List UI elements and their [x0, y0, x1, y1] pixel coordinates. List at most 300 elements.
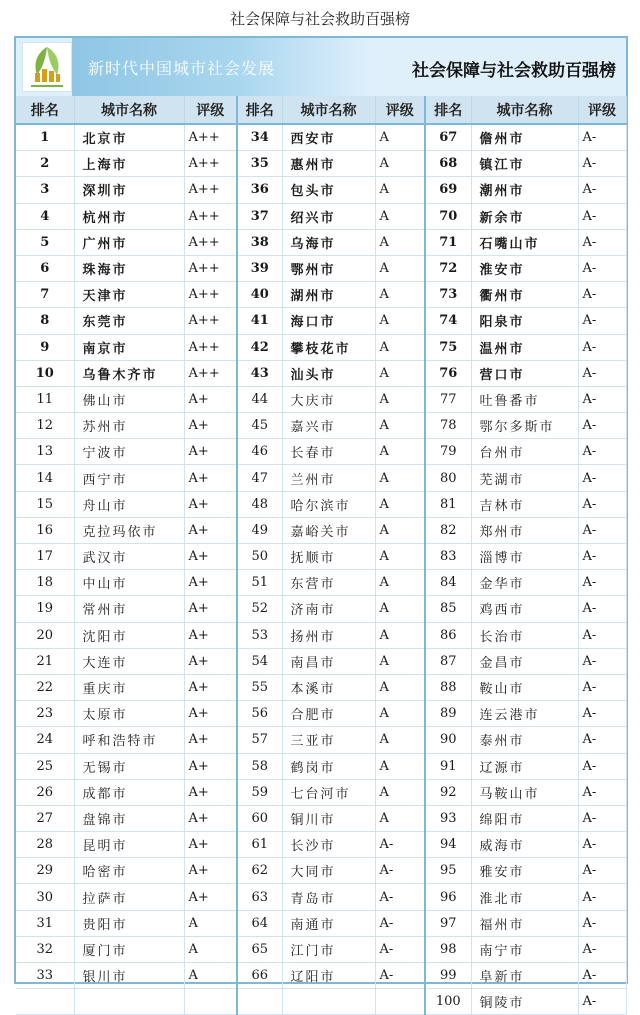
- table-row: [16, 308, 626, 334]
- header-city: 城市名称: [74, 96, 184, 124]
- grade-cell: A-: [375, 858, 425, 884]
- rank-cell: 18: [16, 570, 74, 596]
- rank-cell: 49: [237, 517, 282, 543]
- city-cell: 镇江市: [471, 151, 578, 177]
- city-cell: 无锡市: [74, 753, 184, 779]
- table-row: [16, 255, 626, 281]
- table-row: [16, 779, 626, 805]
- city-cell: 潮州市: [471, 177, 578, 203]
- grade-cell: A-: [375, 936, 425, 962]
- city-cell: 淮北市: [471, 884, 578, 910]
- city-cell: 芜湖市: [471, 465, 578, 491]
- grade-cell: A: [375, 282, 425, 308]
- city-cell: 淄博市: [471, 544, 578, 570]
- city-cell: 长治市: [471, 622, 578, 648]
- city-cell: 拉萨市: [74, 884, 184, 910]
- grade-cell: A-: [578, 439, 626, 465]
- grade-cell: A-: [375, 832, 425, 858]
- grade-cell: A: [375, 439, 425, 465]
- city-cell: 银川市: [74, 963, 184, 989]
- rank-cell: 27: [16, 805, 74, 831]
- city-cell: 衢州市: [471, 282, 578, 308]
- grade-cell: A+: [184, 517, 237, 543]
- grade-cell: A++: [184, 203, 237, 229]
- city-cell: 贵阳市: [74, 910, 184, 936]
- rank-cell: 30: [16, 884, 74, 910]
- city-cell: 厦门市: [74, 936, 184, 962]
- rank-cell: 15: [16, 491, 74, 517]
- grade-cell: A-: [578, 648, 626, 674]
- city-cell: 南京市: [74, 334, 184, 360]
- city-cell: 福州市: [471, 910, 578, 936]
- grade-cell: A-: [578, 753, 626, 779]
- grade-cell: A++: [184, 282, 237, 308]
- city-cell: 金华市: [471, 570, 578, 596]
- city-cell: 郑州市: [471, 517, 578, 543]
- rank-cell: 46: [237, 439, 282, 465]
- grade-cell: A: [375, 753, 425, 779]
- grade-cell: A-: [578, 255, 626, 281]
- grade-cell: A++: [184, 255, 237, 281]
- grade-cell: A-: [578, 177, 626, 203]
- rank-cell: [237, 989, 282, 1015]
- city-cell: 深圳市: [74, 177, 184, 203]
- rank-cell: 20: [16, 622, 74, 648]
- grade-cell: A+: [184, 805, 237, 831]
- city-cell: 淮安市: [471, 255, 578, 281]
- rank-cell: 96: [425, 884, 471, 910]
- city-cell: 嘉峪关市: [282, 517, 375, 543]
- grade-cell: A+: [184, 570, 237, 596]
- rank-cell: 50: [237, 544, 282, 570]
- grade-cell: A: [184, 936, 237, 962]
- rank-cell: 59: [237, 779, 282, 805]
- grade-cell: A-: [578, 674, 626, 700]
- rank-cell: 21: [16, 648, 74, 674]
- rank-cell: 78: [425, 413, 471, 439]
- city-cell: 海口市: [282, 308, 375, 334]
- rank-cell: 25: [16, 753, 74, 779]
- city-cell: 大同市: [282, 858, 375, 884]
- city-cell: 南昌市: [282, 648, 375, 674]
- rank-cell: 95: [425, 858, 471, 884]
- city-cell: 江门市: [282, 936, 375, 962]
- table-row: [16, 413, 626, 439]
- city-cell: 辽阳市: [282, 963, 375, 989]
- city-cell: 青岛市: [282, 884, 375, 910]
- city-cell: 阳泉市: [471, 308, 578, 334]
- rank-cell: 85: [425, 596, 471, 622]
- grade-cell: A+: [184, 491, 237, 517]
- city-cell: 大庆市: [282, 386, 375, 412]
- table-row: [16, 465, 626, 491]
- rank-cell: 29: [16, 858, 74, 884]
- grade-cell: A-: [578, 465, 626, 491]
- header-rank: 排名: [16, 96, 74, 124]
- grade-cell: A++: [184, 360, 237, 386]
- rank-cell: 62: [237, 858, 282, 884]
- grade-cell: A-: [578, 124, 626, 151]
- rank-cell: 54: [237, 648, 282, 674]
- city-cell: 绍兴市: [282, 203, 375, 229]
- city-cell: 兰州市: [282, 465, 375, 491]
- grade-cell: A-: [578, 491, 626, 517]
- banner-title: 社会保障与社会救助百强榜: [412, 61, 616, 81]
- rank-cell: 40: [237, 282, 282, 308]
- city-cell: 绵阳市: [471, 805, 578, 831]
- table-header-row: [16, 96, 626, 124]
- rank-cell: 99: [425, 963, 471, 989]
- rank-cell: 84: [425, 570, 471, 596]
- grade-cell: A: [184, 963, 237, 989]
- rank-cell: 1: [16, 124, 74, 151]
- city-cell: 天津市: [74, 282, 184, 308]
- city-cell: 抚顺市: [282, 544, 375, 570]
- rank-cell: 69: [425, 177, 471, 203]
- city-cell: 呼和浩特市: [74, 727, 184, 753]
- rank-cell: 60: [237, 805, 282, 831]
- grade-cell: [375, 989, 425, 1015]
- rank-cell: 74: [425, 308, 471, 334]
- rank-cell: 32: [16, 936, 74, 962]
- rank-cell: 94: [425, 832, 471, 858]
- city-cell: 乌海市: [282, 229, 375, 255]
- rank-cell: 36: [237, 177, 282, 203]
- page-title: 社会保障与社会救助百强榜: [229, 10, 410, 28]
- grade-cell: A: [375, 674, 425, 700]
- city-cell: 新余市: [471, 203, 578, 229]
- city-cell: 东莞市: [74, 308, 184, 334]
- table-row: [16, 386, 626, 412]
- table-row: [16, 151, 626, 177]
- grade-cell: A++: [184, 177, 237, 203]
- logo-icon: [23, 43, 71, 91]
- grade-cell: A: [375, 386, 425, 412]
- table-row: [16, 334, 626, 360]
- grade-cell: A+: [184, 858, 237, 884]
- city-cell: 哈密市: [74, 858, 184, 884]
- grade-cell: A+: [184, 753, 237, 779]
- city-cell: 长沙市: [282, 832, 375, 858]
- ranking-table: [16, 96, 627, 1015]
- table-row: [16, 622, 626, 648]
- rank-cell: 86: [425, 622, 471, 648]
- rank-cell: 16: [16, 517, 74, 543]
- rank-cell: 37: [237, 203, 282, 229]
- grade-cell: A: [375, 229, 425, 255]
- grade-cell: A: [375, 203, 425, 229]
- header-city: 城市名称: [282, 96, 375, 124]
- table-row: [16, 884, 626, 910]
- rank-cell: 76: [425, 360, 471, 386]
- city-cell: 嘉兴市: [282, 413, 375, 439]
- city-cell: 石嘴山市: [471, 229, 578, 255]
- grade-cell: A: [375, 779, 425, 805]
- rank-cell: [16, 989, 74, 1015]
- city-cell: 湖州市: [282, 282, 375, 308]
- city-cell: 威海市: [471, 832, 578, 858]
- grade-cell: A-: [578, 151, 626, 177]
- city-cell: [282, 989, 375, 1015]
- grade-cell: A-: [578, 779, 626, 805]
- grade-cell: A++: [184, 124, 237, 151]
- rank-cell: 66: [237, 963, 282, 989]
- table-row: [16, 177, 626, 203]
- grade-cell: A-: [578, 386, 626, 412]
- rank-cell: 13: [16, 439, 74, 465]
- ranking-table-wrap: [16, 96, 626, 1015]
- rank-cell: 34: [237, 124, 282, 151]
- city-cell: 南通市: [282, 910, 375, 936]
- city-cell: 东营市: [282, 570, 375, 596]
- grade-cell: A: [375, 308, 425, 334]
- rank-cell: 65: [237, 936, 282, 962]
- table-row: [16, 832, 626, 858]
- city-cell: 西安市: [282, 124, 375, 151]
- city-cell: [74, 989, 184, 1015]
- header-city: 城市名称: [471, 96, 578, 124]
- rank-cell: 91: [425, 753, 471, 779]
- city-cell: 武汉市: [74, 544, 184, 570]
- grade-cell: A: [375, 124, 425, 151]
- grade-cell: A: [375, 177, 425, 203]
- header-grade: 评级: [184, 96, 237, 124]
- rank-cell: 77: [425, 386, 471, 412]
- rank-cell: 19: [16, 596, 74, 622]
- grade-cell: A-: [578, 413, 626, 439]
- grade-cell: A+: [184, 779, 237, 805]
- city-cell: 铜陵市: [471, 989, 578, 1015]
- rank-cell: 45: [237, 413, 282, 439]
- ranking-body: [16, 124, 626, 1015]
- city-cell: 昆明市: [74, 832, 184, 858]
- rank-cell: 22: [16, 674, 74, 700]
- city-cell: 乌鲁木齐市: [74, 360, 184, 386]
- rank-cell: 90: [425, 727, 471, 753]
- city-cell: 珠海市: [74, 255, 184, 281]
- grade-cell: A++: [184, 151, 237, 177]
- city-cell: 鹤岗市: [282, 753, 375, 779]
- city-cell: 阜新市: [471, 963, 578, 989]
- grade-cell: A+: [184, 701, 237, 727]
- rank-cell: 79: [425, 439, 471, 465]
- grade-cell: A-: [375, 884, 425, 910]
- rank-cell: 92: [425, 779, 471, 805]
- table-row: [16, 124, 626, 151]
- rank-cell: 39: [237, 255, 282, 281]
- grade-cell: A-: [578, 884, 626, 910]
- grade-cell: A+: [184, 884, 237, 910]
- table-row: [16, 648, 626, 674]
- city-cell: 大连市: [74, 648, 184, 674]
- table-row: [16, 544, 626, 570]
- grade-cell: A++: [184, 229, 237, 255]
- rank-cell: 38: [237, 229, 282, 255]
- grade-cell: A-: [578, 989, 626, 1015]
- rank-cell: 48: [237, 491, 282, 517]
- grade-cell: [184, 989, 237, 1015]
- city-cell: 鄂尔多斯市: [471, 413, 578, 439]
- grade-cell: A-: [578, 544, 626, 570]
- grade-cell: A: [184, 910, 237, 936]
- grade-cell: A: [375, 413, 425, 439]
- rank-cell: 68: [425, 151, 471, 177]
- rank-cell: 7: [16, 282, 74, 308]
- rank-cell: 47: [237, 465, 282, 491]
- grade-cell: A: [375, 255, 425, 281]
- rank-cell: 53: [237, 622, 282, 648]
- rank-cell: 72: [425, 255, 471, 281]
- rank-cell: 75: [425, 334, 471, 360]
- table-row: [16, 989, 626, 1015]
- logo: [22, 42, 72, 92]
- rank-cell: 61: [237, 832, 282, 858]
- city-cell: 盘锦市: [74, 805, 184, 831]
- grade-cell: A+: [184, 439, 237, 465]
- city-cell: 杭州市: [74, 203, 184, 229]
- grade-cell: A: [375, 701, 425, 727]
- rank-cell: 87: [425, 648, 471, 674]
- grade-cell: A-: [375, 910, 425, 936]
- city-cell: 重庆市: [74, 674, 184, 700]
- city-cell: 上海市: [74, 151, 184, 177]
- city-cell: 鞍山市: [471, 674, 578, 700]
- rank-cell: 64: [237, 910, 282, 936]
- rank-cell: 23: [16, 701, 74, 727]
- rank-cell: 42: [237, 334, 282, 360]
- rank-cell: 56: [237, 701, 282, 727]
- city-cell: 克拉玛依市: [74, 517, 184, 543]
- grade-cell: A: [375, 596, 425, 622]
- grade-cell: A-: [578, 517, 626, 543]
- table-row: [16, 360, 626, 386]
- grade-cell: A: [375, 648, 425, 674]
- rank-cell: 97: [425, 910, 471, 936]
- rank-cell: 52: [237, 596, 282, 622]
- rank-cell: 58: [237, 753, 282, 779]
- city-cell: 攀枝花市: [282, 334, 375, 360]
- rank-cell: 100: [425, 989, 471, 1015]
- grade-cell: A+: [184, 465, 237, 491]
- grade-cell: A-: [578, 282, 626, 308]
- rank-cell: 35: [237, 151, 282, 177]
- city-cell: 成都市: [74, 779, 184, 805]
- table-row: [16, 936, 626, 962]
- grade-cell: A+: [184, 386, 237, 412]
- city-cell: 鄂州市: [282, 255, 375, 281]
- city-cell: 宁波市: [74, 439, 184, 465]
- rank-cell: 82: [425, 517, 471, 543]
- rank-cell: 5: [16, 229, 74, 255]
- ranking-frame: [14, 36, 628, 1012]
- rank-cell: 55: [237, 674, 282, 700]
- table-row: [16, 491, 626, 517]
- city-cell: 三亚市: [282, 727, 375, 753]
- city-cell: 扬州市: [282, 622, 375, 648]
- grade-cell: A: [375, 544, 425, 570]
- grade-cell: A-: [578, 858, 626, 884]
- rank-cell: 67: [425, 124, 471, 151]
- header-rank: 排名: [425, 96, 471, 124]
- city-cell: 泰州市: [471, 727, 578, 753]
- rank-cell: 44: [237, 386, 282, 412]
- grade-cell: A+: [184, 674, 237, 700]
- rank-cell: 41: [237, 308, 282, 334]
- rank-cell: 9: [16, 334, 74, 360]
- city-cell: 吐鲁番市: [471, 386, 578, 412]
- city-cell: 汕头市: [282, 360, 375, 386]
- grade-cell: A-: [578, 622, 626, 648]
- city-cell: 中山市: [74, 570, 184, 596]
- table-row: [16, 963, 626, 989]
- grade-cell: A++: [184, 308, 237, 334]
- table-row: [16, 596, 626, 622]
- rank-cell: 51: [237, 570, 282, 596]
- city-cell: 雅安市: [471, 858, 578, 884]
- city-cell: 北京市: [74, 124, 184, 151]
- grade-cell: A: [375, 805, 425, 831]
- city-cell: 舟山市: [74, 491, 184, 517]
- city-cell: 连云港市: [471, 701, 578, 727]
- grade-cell: A-: [578, 596, 626, 622]
- table-row: [16, 282, 626, 308]
- grade-cell: A-: [578, 570, 626, 596]
- rank-cell: 17: [16, 544, 74, 570]
- city-cell: 西宁市: [74, 465, 184, 491]
- rank-cell: 98: [425, 936, 471, 962]
- table-row: [16, 439, 626, 465]
- rank-cell: 89: [425, 701, 471, 727]
- grade-cell: A-: [578, 963, 626, 989]
- city-cell: 广州市: [74, 229, 184, 255]
- city-cell: 哈尔滨市: [282, 491, 375, 517]
- rank-cell: 73: [425, 282, 471, 308]
- city-cell: 营口市: [471, 360, 578, 386]
- grade-cell: A: [375, 151, 425, 177]
- grade-cell: A-: [578, 936, 626, 962]
- city-cell: 佛山市: [74, 386, 184, 412]
- grade-cell: A: [375, 727, 425, 753]
- city-cell: 长春市: [282, 439, 375, 465]
- banner: [16, 38, 626, 96]
- city-cell: 吉林市: [471, 491, 578, 517]
- grade-cell: A-: [578, 832, 626, 858]
- header-grade: 评级: [375, 96, 425, 124]
- grade-cell: A+: [184, 596, 237, 622]
- grade-cell: A-: [578, 229, 626, 255]
- table-row: [16, 674, 626, 700]
- rank-cell: 33: [16, 963, 74, 989]
- city-cell: 南宁市: [471, 936, 578, 962]
- table-row: [16, 858, 626, 884]
- grade-cell: A-: [578, 334, 626, 360]
- rank-cell: 93: [425, 805, 471, 831]
- rank-cell: 63: [237, 884, 282, 910]
- table-row: [16, 701, 626, 727]
- city-cell: 辽源市: [471, 753, 578, 779]
- city-cell: 铜川市: [282, 805, 375, 831]
- grade-cell: A: [375, 465, 425, 491]
- grade-cell: A++: [184, 334, 237, 360]
- grade-cell: A-: [578, 203, 626, 229]
- grade-cell: A-: [578, 701, 626, 727]
- grade-cell: A: [375, 517, 425, 543]
- city-cell: 济南市: [282, 596, 375, 622]
- table-row: [16, 805, 626, 831]
- table-row: [16, 203, 626, 229]
- rank-cell: 31: [16, 910, 74, 936]
- rank-cell: 12: [16, 413, 74, 439]
